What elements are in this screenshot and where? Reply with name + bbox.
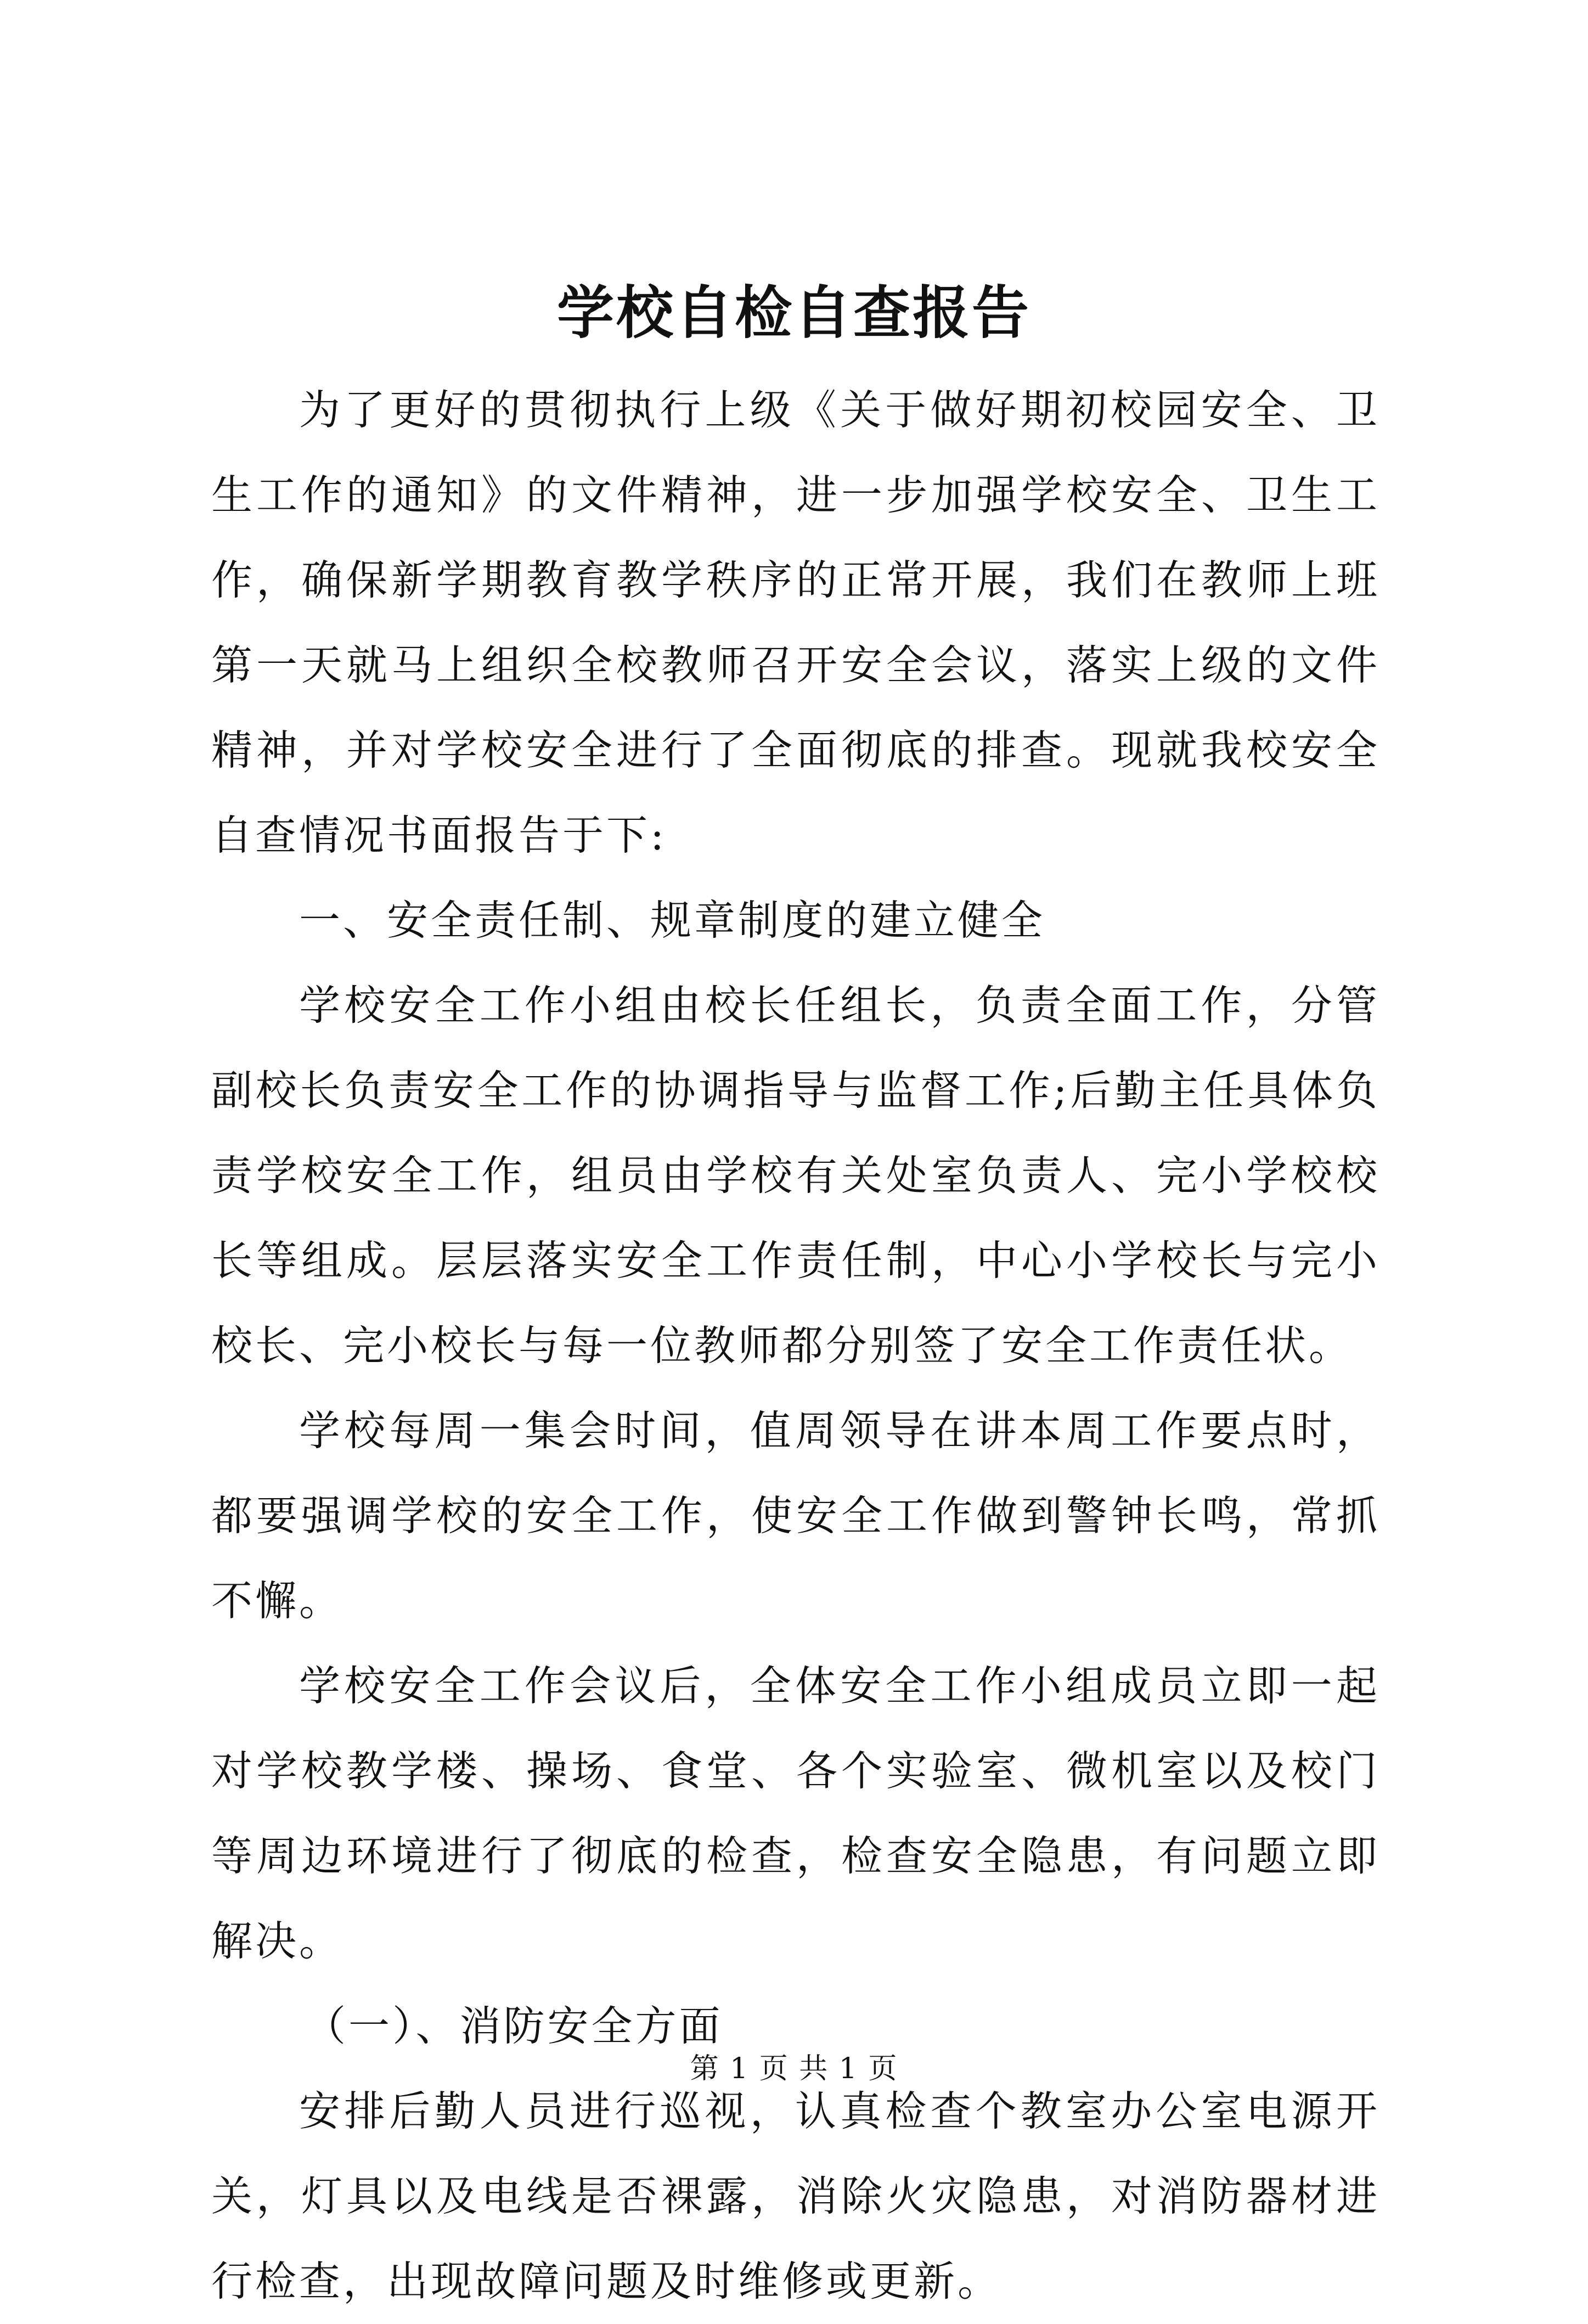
document-body [211, 368, 1380, 2324]
paragraph-safety-team: 学校安全工作小组由校长任组长，负责全面工作，分管副校长负责安全工作的协调指导与监督工作;后勤主任具体负责学校安全工作，组员由学校有关处室负责人、完小学校校长等组成。层层落实安全工作责任制，中心小学校长与完小校长、完小校长与每一位教师都分别签了安全工作责任状。 [211, 981, 1380, 1370]
paragraph-weekly-meeting: 学校每周一集会时间，值周领导在讲本周工作要点时，都要强调学校的安全工作，使安全工作做到警钟长鸣，常抓不懈。 [211, 1406, 1380, 1625]
document-title: 学校自检自查报告 [556, 279, 1031, 346]
section-heading-responsibility: 一、安全责任制、规章制度的建立健全 [299, 896, 1046, 944]
subsection-heading-fire-safety: （一）、消防安全方面 [305, 2002, 723, 2050]
paragraph-intro: 为了更好的贯彻执行上级《关于做好期初校园安全、卫生工作的通知》的文件精神，进一步加强学校安全、卫生工作，确保新学期教育教学秩序的正常开展，我们在教师上班第一天就马上组织全校教师召开安全会议，落实上级的文件精神，并对学校安全进行了全面彻底的排查。现就我校安全自查情况书面报告于下: [211, 386, 1380, 859]
paragraph-fire-safety: 安排后勤人员进行巡视，认真检查个教室办公室电源开关，灯具以及电线是否裸露，消除火灾隐患，对消防器材进行检查，出现故障问题及时维修或更新。 [211, 2087, 1380, 2305]
page-footer: 第 1 页 共 1 页 [690, 2052, 898, 2085]
paragraph-inspection: 学校安全工作会议后，全体安全工作小组成员立即一起对学校教学楼、操场、食堂、各个实验室、微机室以及校门等周边环境进行了彻底的检查，检查安全隐患，有问题立即解决。 [211, 1662, 1380, 1965]
